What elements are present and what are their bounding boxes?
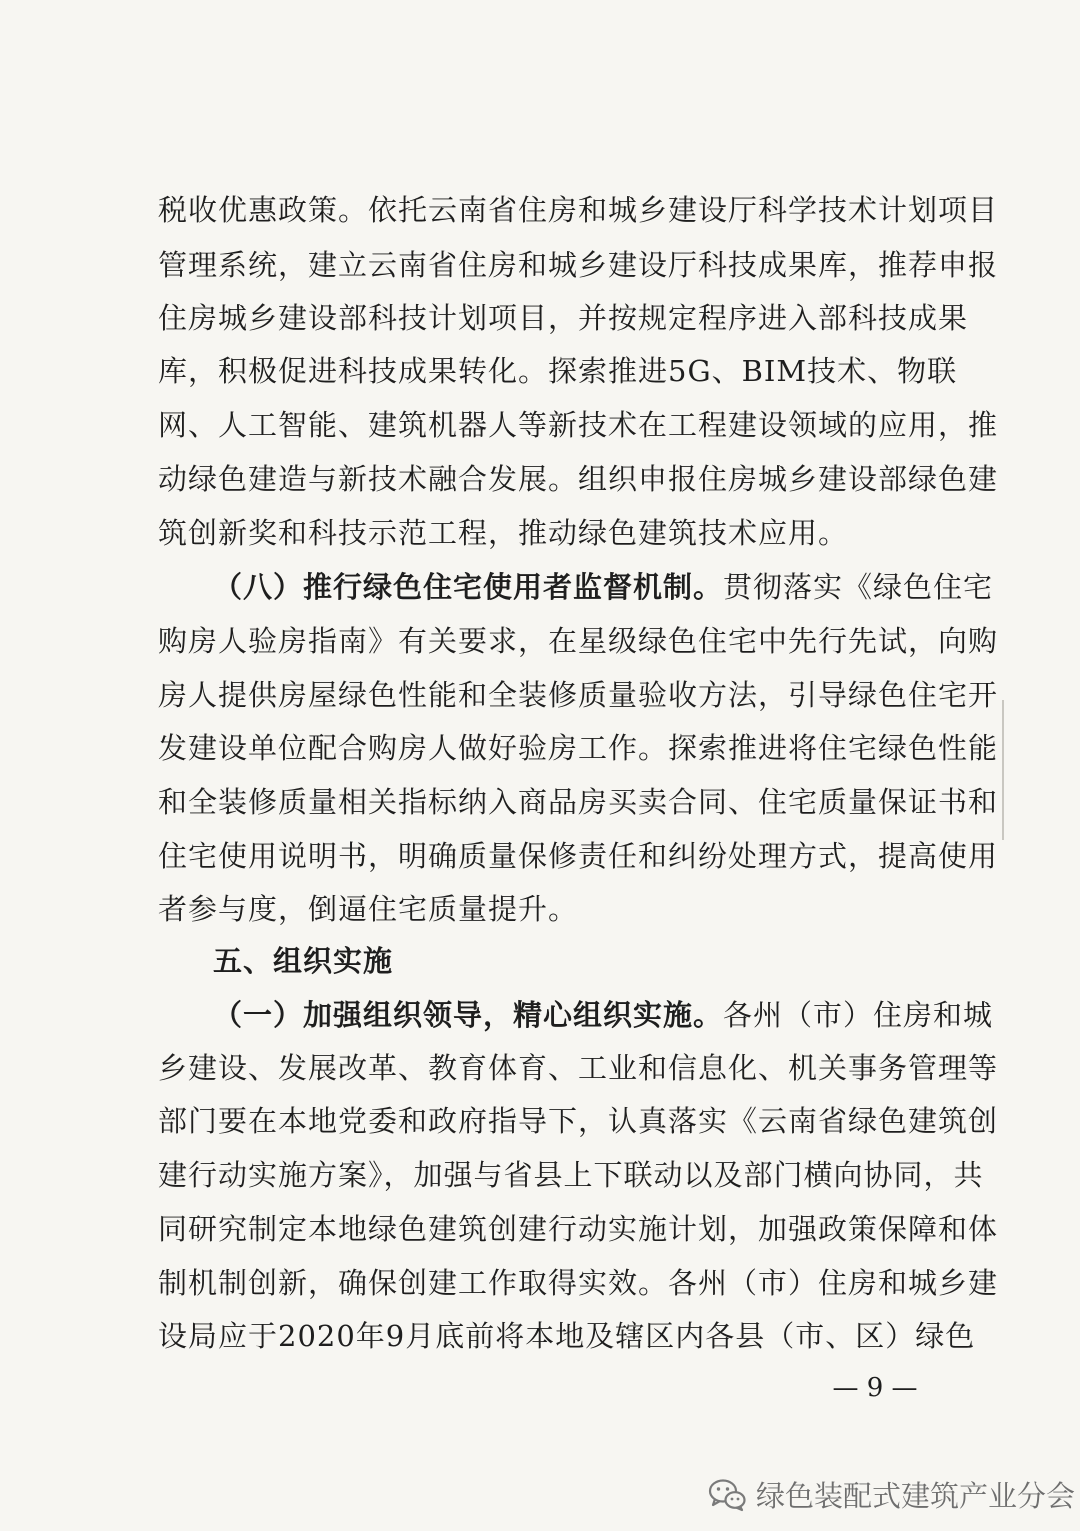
paragraph-3-line: 建行动实施方案》，加强与省县上下联动以及部门横向协同，共 xyxy=(158,1158,984,1192)
paragraph-3-heading: （一）加强组织领导，精心组织实施。 xyxy=(213,998,724,1032)
paragraph-2-line: 发建设单位配合购房人做好验房工作。探索推进将住宅绿色性能 xyxy=(158,731,999,765)
paragraph-1-line: 管理系统，建立云南省住房和城乡建设厅科技成果库，推荐申报 xyxy=(158,248,999,282)
paragraph-2-heading: （八）推行绿色住宅使用者监督机制。 xyxy=(213,570,724,604)
watermark-text: 绿色装配式建筑产业分会 xyxy=(756,1479,1076,1513)
watermark xyxy=(708,1474,1075,1515)
paragraph-1-line: 筑创新奖和科技示范工程，推动绿色建筑技术应用。 xyxy=(158,516,849,550)
wechat-icon xyxy=(708,1478,746,1512)
paragraph-3-line: 乡建设、发展改革、教育体育、工业和信息化、机关事务管理等 xyxy=(158,1051,999,1085)
paragraph-2-first-line-text: 贯彻落实《绿色住宅 xyxy=(723,570,994,604)
paragraph-1-line: 住房城乡建设部科技计划项目，并按规定程序进入部科技成果 xyxy=(158,301,969,335)
paragraph-3-first-line-text: 各州（市）住房和城 xyxy=(723,998,994,1032)
paragraph-2-line: 者参与度，倒逼住宅质量提升。 xyxy=(158,892,579,926)
paragraph-3-first-line xyxy=(213,995,994,1035)
paragraph-3-line: 设局应于2020年9月底前将本地及辖区内各县（市、区）绿色 xyxy=(158,1319,976,1353)
paragraph-3-line: 制机制创新，确保创建工作取得实效。各州（市）住房和城乡建 xyxy=(158,1266,999,1300)
paragraph-2-first-line xyxy=(213,567,994,607)
section-heading: 五、组织实施 xyxy=(213,944,394,978)
paragraph-1-line: 网、人工智能、建筑机器人等新技术在工程建设领域的应用，推 xyxy=(158,408,999,442)
paragraph-2-line: 住宅使用说明书，明确质量保修责任和纠纷处理方式，提高使用 xyxy=(158,839,999,873)
page-number: — 9 — xyxy=(832,1373,918,1403)
paragraph-3-line: 同研究制定本地绿色建筑创建行动实施计划，加强政策保障和体 xyxy=(158,1212,999,1246)
paragraph-1-line: 动绿色建造与新技术融合发展。组织申报住房城乡建设部绿色建 xyxy=(158,462,999,496)
paragraph-2-line: 房人提供房屋绿色性能和全装修质量验收方法，引导绿色住宅开 xyxy=(158,678,999,712)
paragraph-2-line: 和全装修质量相关指标纳入商品房买卖合同、住宅质量保证书和 xyxy=(158,785,999,819)
paragraph-3-line: 部门要在本地党委和政府指导下，认真落实《云南省绿色建筑创 xyxy=(158,1104,999,1138)
paragraph-2-line: 购房人验房指南》有关要求，在星级绿色住宅中先行先试，向购 xyxy=(158,624,999,658)
scan-edge-mark xyxy=(1002,700,1004,840)
paragraph-1-line: 税收优惠政策。依托云南省住房和城乡建设厅科学技术计划项目 xyxy=(158,193,999,227)
paragraph-1-line: 库，积极促进科技成果转化。探索推进5G、BIM技术、物联 xyxy=(158,354,958,388)
